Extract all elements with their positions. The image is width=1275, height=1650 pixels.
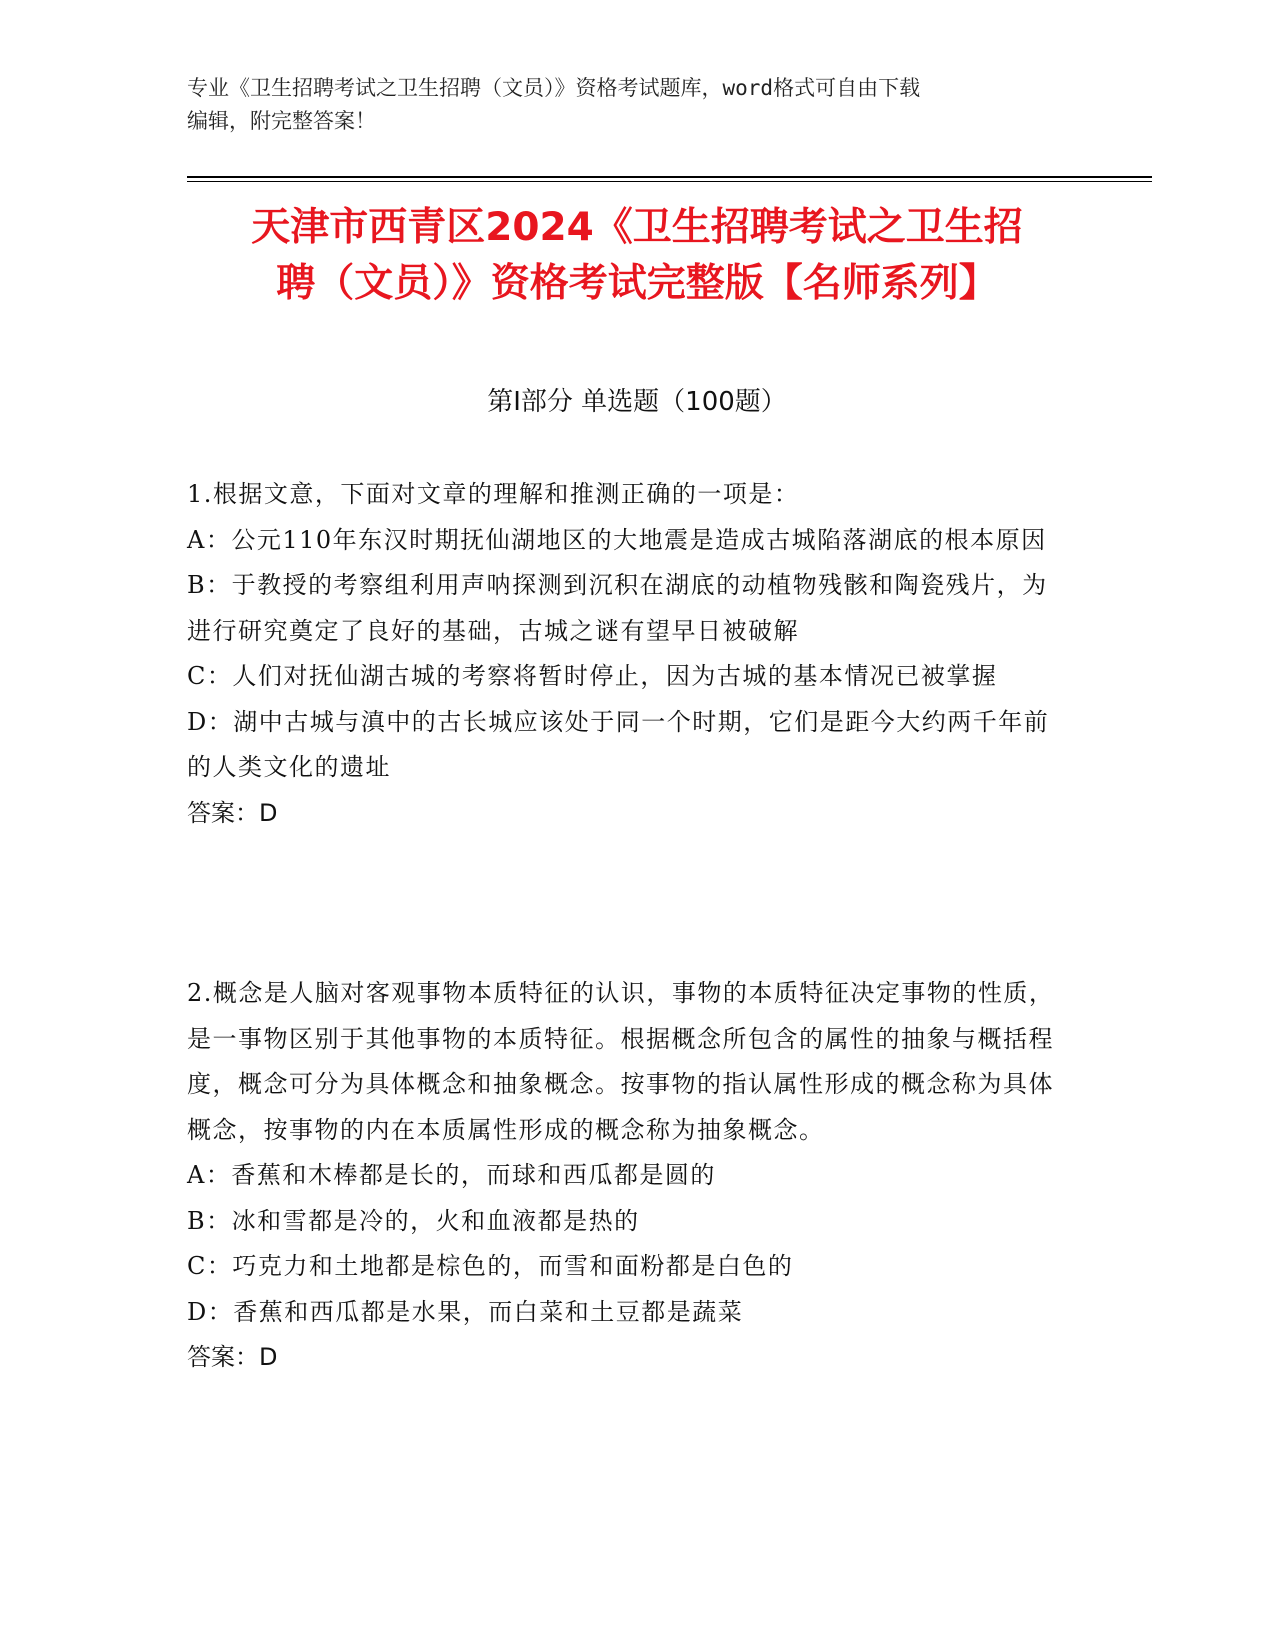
header-divider-thick xyxy=(187,176,1152,178)
answer: 答案：D xyxy=(187,1343,278,1371)
document-title xyxy=(187,200,1087,312)
answer: 答案：D xyxy=(187,798,278,827)
header-line-2: 编辑，附完整答案！ xyxy=(187,109,376,133)
option-d: D：香蕉和西瓜都是水果，而白菜和土豆都是蔬菜 xyxy=(187,1297,744,1326)
question-stem: 2.概念是人脑对客观事物本质特征的认识，事物的本质特征决定事物的性质，是一事物区别于其他事物的本质特征。根据概念所包含的属性的抽象与概括程度，概念可分为具体概念和抽象概念。按事物的指认属性形成的概念称为具体概念，按事物的内在本质属性形成的概念称为抽象概念。 xyxy=(187,979,1055,1144)
option-b: B：冰和雪都是冷的，火和血液都是热的 xyxy=(187,1206,640,1235)
option-a: A：公元110年东汉时期抚仙湖地区的大地震是造成古城陷落湖底的根本原因 xyxy=(187,525,1047,554)
document-title-line-2: 聘（文员）》资格考试完整版【名师系列】 xyxy=(276,261,998,306)
question-1 xyxy=(187,472,1067,836)
option-c: C：巧克力和土地都是棕色的，而雪和面粉都是白色的 xyxy=(187,1252,794,1280)
header-line-1: 专业《卫生招聘考试之卫生招聘（文员）》资格考试题库，word格式可自由下载 xyxy=(187,76,921,100)
option-d: D：湖中古城与滇中的古长城应该处于同一个时期，它们是距今大约两千年前的人类文化的遗址 xyxy=(187,707,1050,781)
page-header xyxy=(187,72,1067,138)
option-b: B：于教授的考察组利用声呐探测到沉积在湖底的动植物残骸和陶瓷残片，为进行研究奠定了良好的基础，古城之谜有望早日被破解 xyxy=(187,571,1048,645)
option-a: A：香蕉和木棒都是长的，而球和西瓜都是圆的 xyxy=(187,1161,716,1189)
header-divider-thin xyxy=(187,181,1152,182)
option-c: C：人们对抚仙湖古城的考察将暂时停止，因为古城的基本情况已被掌握 xyxy=(187,662,998,690)
document-title-line-1: 天津市西青区2024《卫生招聘考试之卫生招 xyxy=(251,205,1023,250)
section-title: 第Ⅰ部分 单选题（100题） xyxy=(487,387,787,417)
question-stem: 1.根据文意，下面对文章的理解和推测正确的一项是： xyxy=(187,480,800,508)
question-2 xyxy=(187,971,1067,1381)
